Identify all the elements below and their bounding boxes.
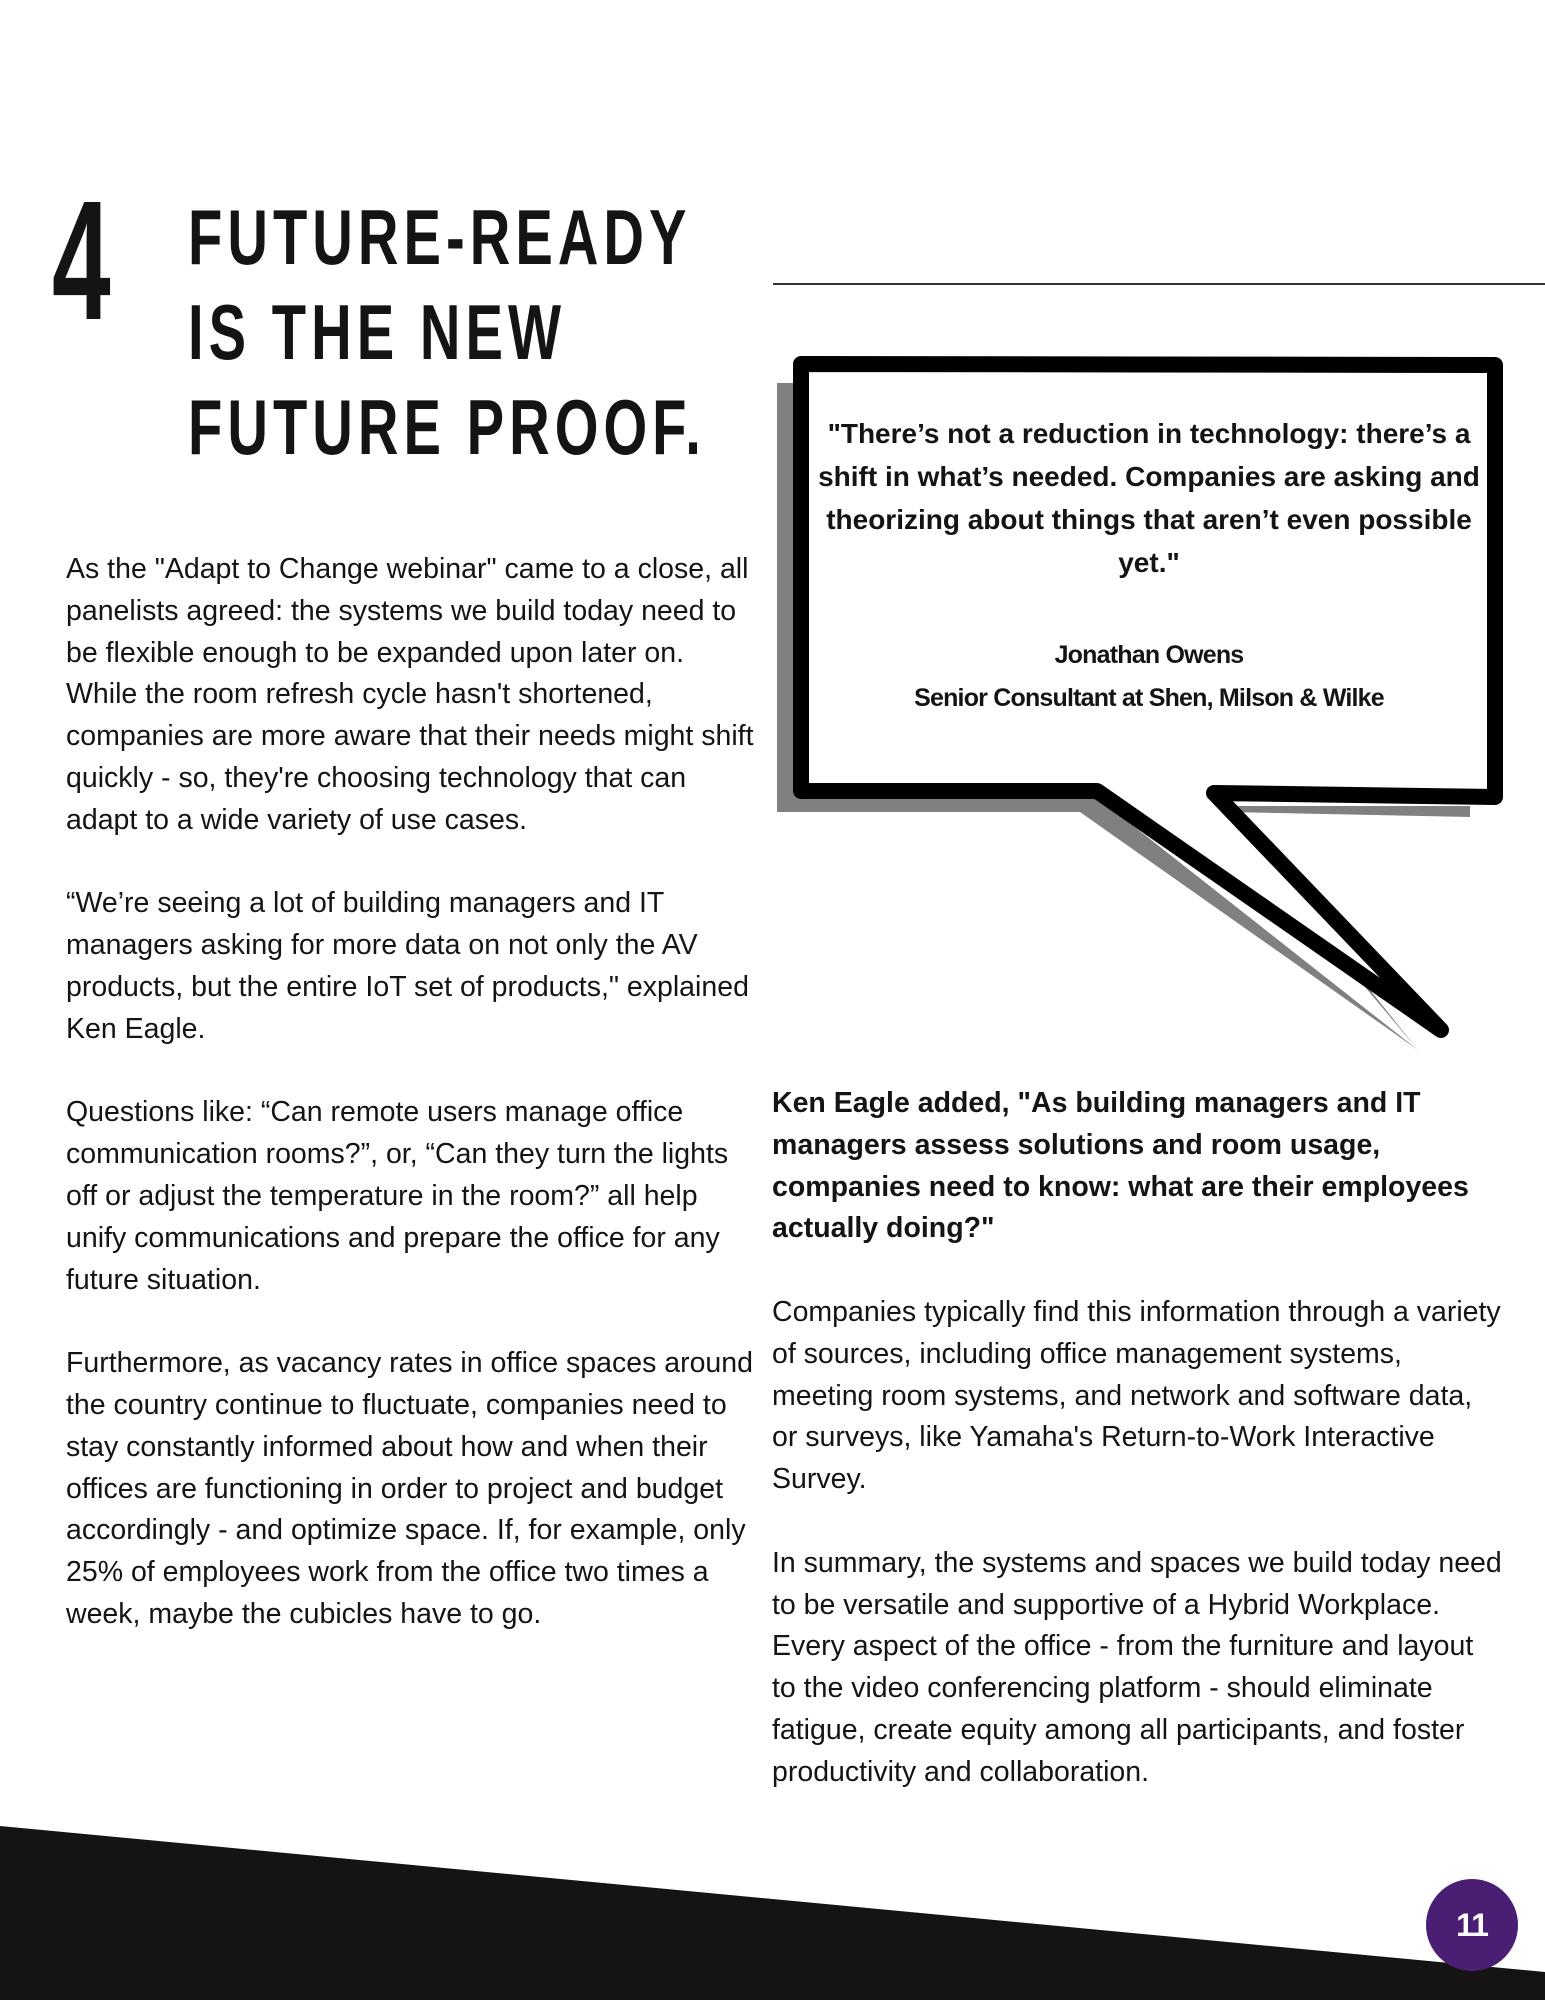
page-number-badge: 11 (1426, 1879, 1518, 1971)
footer-slant-band (0, 1826, 1545, 2000)
lead-quote: Ken Eagle added, "As building managers and IT managers assess solutions and room usage, companies need to know: what are their employees actually doing?" (772, 1087, 1469, 1245)
footer-band (0, 1800, 1545, 2000)
paragraph: As the "Adapt to Change webinar" came to a close, all panelists agreed: the systems we build today need to be flexible enough to be expanded upon later on. While the room refresh cycle hasn't shortened, companies are more aware that their needs might shift quickly - so, they're choosing technology that can adapt to a wide variety of use cases. (66, 553, 754, 836)
heading-line-1: FUTURE-READY (188, 193, 692, 281)
section-number: 4 (52, 166, 110, 356)
author-title: Senior Consultant at Shen, Milson & Wilke (914, 684, 1384, 712)
right-column (772, 1083, 1502, 1835)
pull-quote-text: "There’s not a reduction in technology: there’s a shift in what’s needed. Companies are asking and theorizing about things that aren’t even possible yet." (818, 418, 1480, 578)
heading-line-2: IS THE NEW (188, 288, 567, 376)
heading-line-3: FUTURE PROOF. (188, 383, 706, 471)
author-name: Jonathan Owens (1054, 641, 1244, 669)
paragraph: Furthermore, as vacancy rates in office spaces around the country continue to fluctuate, companies need to stay constantly informed about how and when their offices are functioning in order to project and budget accordingly - and optimize space. If, for example, only 25% of employees work from the office two times a week, maybe the cubicles have to go. (66, 1347, 753, 1630)
paragraph: Companies typically find this information through a variety of sources, including office management systems, meeting room systems, and network and software data, or surveys, like Yamaha's Return-to-Work Interactive Survey. (772, 1295, 1501, 1496)
pull-quote-attribution (809, 634, 1489, 720)
paragraph: “We’re seeing a lot of building managers and IT managers asking for more data on not only the AV products, but the entire IoT set of products," explained Ken Eagle. (66, 887, 749, 1045)
paragraph: Questions like: “Can remote users manage office communication rooms?”, or, “Can they turn the lights off or adjust the temperature in the room?” all help unify communications and prepare the office for any future situation. (66, 1096, 729, 1296)
paragraph: In summary, the systems and spaces we build today need to be versatile and supportive of a Hybrid Workplace. Every aspect of the office - from the furniture and layout to the video conferencing platform - should eliminate fatigue, create equity among all participants, and foster productivity and collaboration. (772, 1546, 1502, 1788)
